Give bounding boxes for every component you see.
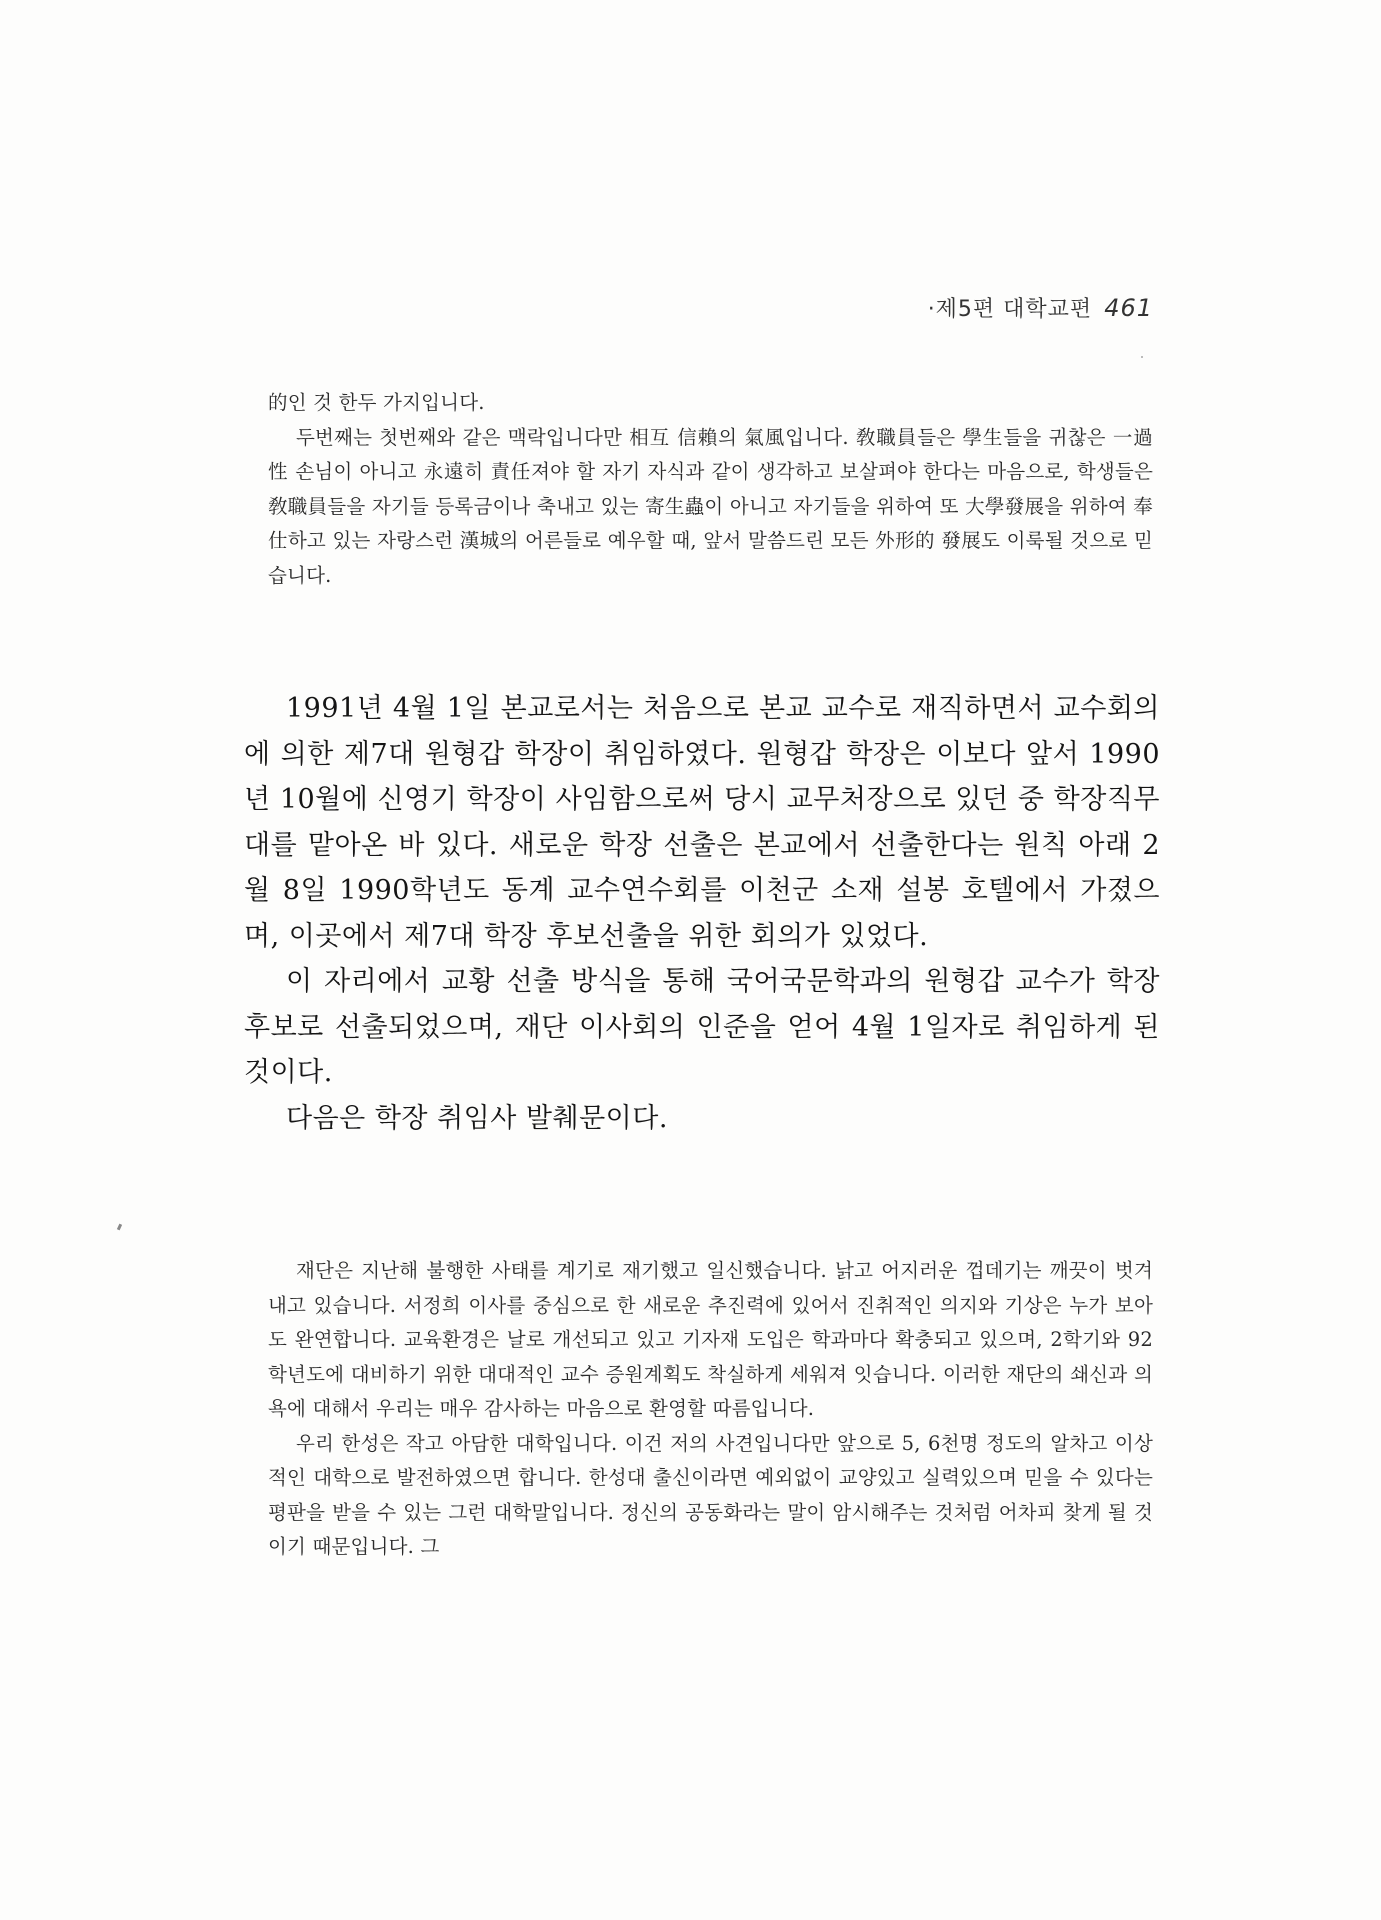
body-paragraph: 이 자리에서 교황 선출 방식을 통해 국어국문학과의 원형갑 교수가 학장 후보로 선출되었으며, 재단 이사회의 인준을 얻어 4월 1일자로 취임하게 된 것이다. <box>244 966 1160 1088</box>
header-section-title: ·제5편 대학교편 <box>927 297 1093 322</box>
page-number: 461 <box>1104 294 1153 322</box>
quote-paragraph: 재단은 지난해 불행한 사태를 계기로 재기했고 일신했습니다. 낡고 어지러운 껍데기는 깨끗이 벗겨내고 있습니다. 서정희 이사를 중심으로 한 새로운 추진력에 있어서 진취적인 의지와 기상은 누가 보아도 완연합니다. 교육환경은 날로 개선되고 있고 기자재 도입은 학과마다 확충되고 있으며, 2학기와 92학년도에 대비하기 위한 대대적인 교수 증원계획도 착실하게 세워져 잇습니다. 이러한 재단의 쇄신과 의욕에 대해서 우리는 매우 감사하는 마음으로 환영할 따름입니다. <box>268 1259 1153 1420</box>
quote-paragraph: 的인 것 한두 가지입니다. <box>268 391 485 414</box>
body-paragraph: 1991년 4월 1일 본교로서는 처음으로 본교 교수로 재직하면서 교수회의에 의한 제7대 원형갑 학장이 취임하였다. 원형갑 학장은 이보다 앞서 1990년 10월에 신영기 학장이 사임함으로써 당시 교무처장으로 있던 중 학장직무대를 맡아온 바 있다. 새로운 학장 선출은 본교에서 선출한다는 원칙 아래 2월 8일 1990학년도 동계 교수연수회를 이천군 소재 설봉 호텔에서 가졌으며, 이곳에서 제7대 학장 후보선출을 위한 회의가 있었다. <box>244 693 1160 952</box>
quote-paragraph: 우리 한성은 작고 아담한 대학입니다. 이건 저의 사견입니다만 앞으로 5, 6천명 정도의 알차고 이상적인 대학으로 발전하였으면 합니다. 한성대 출신이라면 예외없이 교양있고 실력있으며 믿을 수 있다는 평판을 받을 수 있는 그런 대학말입니다. 정신의 공동화라는 말이 암시해주는 것처럼 어차피 찾게 될 것이기 때문입니다. 그 <box>268 1431 1153 1558</box>
quoted-passage-bottom <box>268 1254 1153 1565</box>
quote-paragraph: 두번째는 첫번째와 같은 맥락입니다만 相互 信賴의 氣風입니다. 敎職員들은 學生들을 귀찮은 一過性 손님이 아니고 永遠히 責任져야 할 자기 자식과 같이 생각하고 보살펴야 한다는 마음으로, 학생들은 敎職員들을 자기들 등록금이나 축내고 있는 寄生蟲이 아니고 자기들을 위하여 또 大學發展을 위하여 奉仕하고 있는 자랑스런 漢城의 어른들로 예우할 때, 앞서 말씀드린 모든 外形的 發展도 이룩될 것으로 믿습니다. <box>268 425 1153 587</box>
running-header <box>928 292 1153 323</box>
scan-speck <box>1141 356 1143 358</box>
scan-speck <box>117 1224 122 1231</box>
quoted-passage-top <box>268 386 1153 593</box>
body-paragraph: 다음은 학장 취임사 발췌문이다. <box>286 1102 668 1134</box>
main-body-text <box>244 686 1160 1141</box>
